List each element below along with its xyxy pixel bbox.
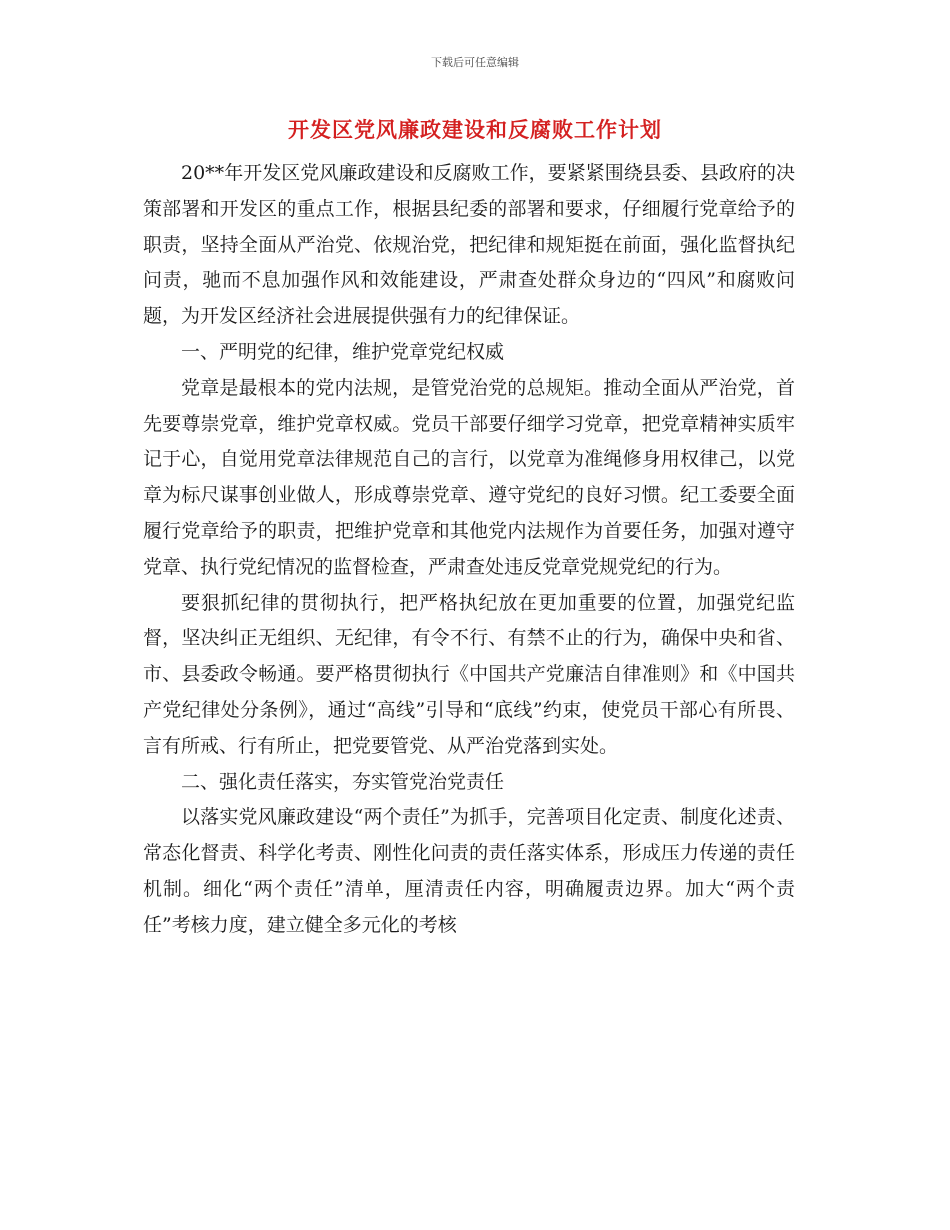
running-header: 下载后可任意编辑 [431, 56, 519, 69]
section-heading-2: 二、强化责任落实，夯实管党治党责任 [181, 770, 505, 793]
paragraph-responsibility: 以落实党风廉政建设“两个责任”为抓手，完善项目化定责、制度化述责、常态化督责、科学化考责、刚性化问责的责任落实体系，形成压力传递的责任机制。细化“两个责任”清单，厘清责任内容，明确履责边界。加大“两个责任”考核力度，建立健全多元化的考核 [143, 806, 795, 936]
paragraph-party-charter: 党章是最根本的党内法规，是管党治党的总规矩。推动全面从严治党，首先要尊崇党章，维护党章权威。党员干部要仔细学习党章，把党章精神实质牢记于心，自觉用党章法律规范自己的言行，以党章为准绳修身用权律己，以党章为标尺谋事创业做人，形成尊崇党章、遵守党纪的良好习惯。纪工委要全面履行党章给予的职责，把维护党章和其他党内法规作为首要任务，加强对遵守党章、执行党纪情况的监督检查，严肃查处违反党章党规党纪的行为。 [143, 376, 795, 578]
section-heading-1: 一、严明党的纪律，维护党章党纪权威 [181, 340, 505, 363]
document-title: 开发区党风廉政建设和反腐败工作计划 [288, 117, 662, 142]
paragraph-intro: 20**年开发区党风廉政建设和反腐败工作，要紧紧围绕县委、县政府的决策部署和开发区的重点工作，根据县纪委的部署和要求，仔细履行党章给予的职责，坚持全面从严治党、依规治党，把纪律和规矩挺在前面，强化监督执纪问责，驰而不息加强作风和效能建设，严肃查处群众身边的“四风”和腐败问题，为开发区经济社会进展提供强有力的纪律保证。 [143, 162, 795, 328]
paragraph-discipline: 要狠抓纪律的贯彻执行，把严格执纪放在更加重要的位置，加强党纪监督，坚决纠正无组织、无纪律，有令不行、有禁不止的行为，确保中央和省、市、县委政令畅通。要严格贯彻执行《中国共产党廉洁自律准则》和《中国共产党纪律处分条例》，通过“高线”引导和“底线”约束，使党员干部心有所畏、言有所戒、行有所止，把党要管党、从严治党落到实处。 [143, 591, 795, 757]
document-body [143, 156, 795, 944]
